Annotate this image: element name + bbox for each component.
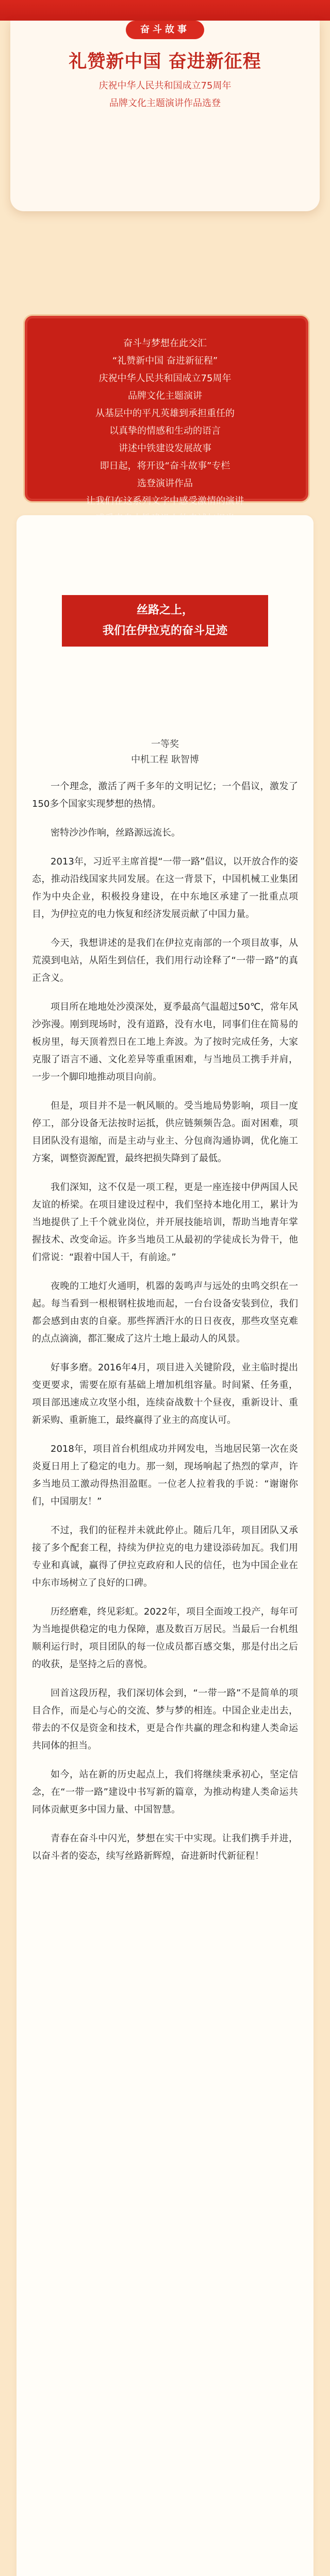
page-subtitle: 庆祝中华人民共和国成立75周年 品牌文化主题演讲作品选登 [98,80,232,109]
paragraph: 青春在奋斗中闪光，梦想在实干中实现。让我们携手并进，以奋斗者的姿态，续写丝路新辉煌，奋进新时代新征程！ [32,1833,298,1861]
paragraph: 2018年，项目首台机组成功并网发电，当地居民第一次在炎炎夏日用上了稳定的电力。那一刻，现场响起了热烈的掌声，许多当地员工激动得热泪盈眶。一位老人拉着我的手说：“谢谢你们，中国朋友！” [32,1444,298,1507]
page-title: 礼赞新中国 奋进新征程 [69,52,261,72]
article-body [32,778,298,1876]
paragraph: 一个理念，激活了两千多年的文明记忆；一个倡议，激发了150多个国家实现梦想的热情。 [32,781,298,809]
paragraph: 历经磨难，终见彩虹。2022年，项目全面竣工投产，每年可为当地提供稳定的电力保障，惠及数百万居民。当最后一台机组顺利运行时，项目团队的每一位成员都百感交集，那是付出之后的收获，是坚持之后的喜悦。 [32,1606,298,1670]
paragraph: 但是，项目并不是一帆风顺的。受当地局势影响，项目一度停工，部分设备无法按时运抵，供应链频频告急。面对困难，项目团队没有退缩，而是主动与业主、分包商沟通协调，优化施工方案，调整资源配置，最终把损失降到了最低。 [32,1100,298,1164]
paragraph: 2013年，习近平主席首提“一带一路”倡议，以开放合作的姿态，推动沿线国家共同发展。在这一背景下，中国机械工业集团作为中央企业，积极投身建设，在中东地区承建了一批重点项目，为伊拉克的电力恢复和经济发展贡献了中国力量。 [32,856,298,920]
paragraph: 回首这段历程，我们深切体会到，“一带一路”不是简单的项目合作，而是心与心的交流、梦与梦的相连。中国企业走出去，带去的不仅是资金和技术，更是合作共赢的理念和构建人类命运共同体的担当。 [32,1688,298,1751]
paragraph: 今天，我想讲述的是我们在伊拉克南部的一个项目故事，从荒漠到电站，从陌生到信任，我们用行动诠释了“一带一路”的真正含义。 [32,938,298,984]
top-ribbon [0,0,330,21]
article-byline: 一等奖 中机工程 耿智博 [131,739,199,765]
paragraph: 不过，我们的征程并未就此停止。随后几年，项目团队又承接了多个配套工程，持续为伊拉克的电力建设添砖加瓦。我们用专业和真诚，赢得了伊拉克政府和人民的信任，也为中国企业在中东市场树立了良好的口碑。 [32,1525,298,1588]
paragraph: 密特沙沙作响，丝路源远流长。 [51,827,180,838]
paragraph: 夜晚的工地灯火通明，机器的轰鸣声与远处的虫鸣交织在一起。每当看到一根根钢柱拔地而起，一台台设备安装到位，我们都会感到由衷的自豪。那些挥洒汗水的日日夜夜，那些攻坚克难的点点滴滴，都汇聚成了这片土地上最动人的风景。 [32,1281,298,1344]
intro-text: 奋斗与梦想在此交汇 “礼赞新中国 奋进新征程” 庆祝中华人民共和国成立75周年 品牌文化主题演讲 从基层中的平凡英雄到承担重任的 以真挚的情感和生动的语言 讲述中铁建设发展故事 即日起，将开设“奋斗故事”专栏 选登演讲作品 让我们在这系列文字中感受激情的演讲 [86,338,244,506]
article-headline: 丝路之上， 我们在伊拉克的奋斗足迹 [62,595,268,647]
paragraph: 项目所在地地处沙漠深处，夏季最高气温超过50℃，常年风沙弥漫。刚到现场时，没有道路，没有水电，同事们住在简易的板房里，每天顶着烈日在工地上奔波。为了按时完成任务，大家克服了语言不通、文化差异等重重困难，与当地员工携手并肩，一步一个脚印地推动项目向前。 [32,1002,298,1082]
story-tag: 奋斗故事 [126,21,204,39]
paragraph: 如今，站在新的历史起点上，我们将继续秉承初心，坚定信念，在“一带一路”建设中书写新的篇章，为推动构建人类命运共同体贡献更多中国力量、中国智慧。 [32,1769,298,1815]
paragraph: 我们深知，这不仅是一项工程，更是一座连接中伊两国人民友谊的桥梁。在项目建设过程中，我们坚持本地化用工，累计为当地提供了上千个就业岗位，并开展技能培训，帮助当地青年掌握技术、改变命运。许多当地员工从最初的学徒成长为骨干，他们常说：“跟着中国人干，有前途。” [32,1182,298,1263]
paragraph: 好事多磨。2016年4月，项目进入关键阶段，业主临时提出变更要求，需要在原有基础上增加机组容量。时间紧、任务重，项目部迅速成立攻坚小组，连续奋战数十个昼夜，重新设计、重新采购、重新施工，最终赢得了业主的高度认可。 [32,1362,298,1426]
